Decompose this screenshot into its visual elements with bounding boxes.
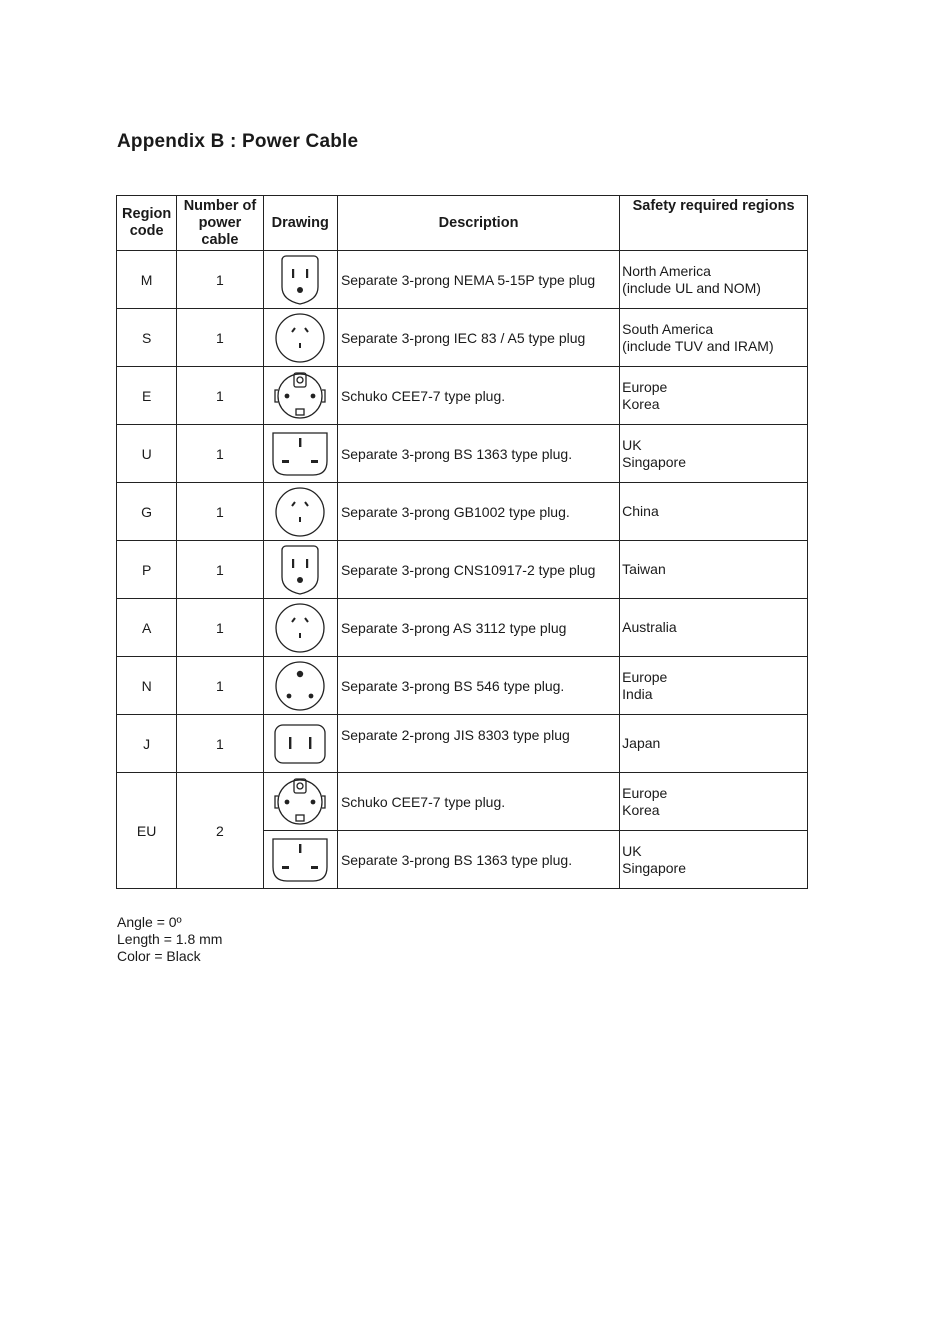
cns10917-plug-icon	[264, 543, 337, 597]
table-row	[117, 715, 808, 773]
safety-region: South America	[622, 320, 714, 337]
region-code: A	[117, 599, 177, 657]
plug-description: Separate 2-prong JIS 8303 type plug	[337, 715, 619, 773]
drawing-cell	[263, 831, 337, 889]
region-code: J	[117, 715, 177, 773]
drawing-cell	[263, 599, 337, 657]
region-code: M	[117, 251, 177, 309]
safety-regions-cell	[620, 657, 808, 715]
safety-region: Korea	[622, 801, 660, 818]
region-code: N	[117, 657, 177, 715]
bs-1363-plug-icon	[264, 429, 337, 479]
header-drawing: Drawing	[263, 196, 337, 251]
safety-region: UK	[622, 436, 642, 453]
cable-count: 1	[177, 483, 263, 541]
as-3112-plug-icon	[264, 601, 337, 655]
plug-description: Separate 3-prong AS 3112 type plug	[337, 599, 619, 657]
drawing-cell	[263, 425, 337, 483]
table-row	[117, 425, 808, 483]
region-code: EU	[117, 773, 177, 889]
nema-5-15p-plug-icon	[264, 253, 337, 307]
header-description: Description	[337, 196, 619, 251]
safety-region: Korea	[622, 395, 660, 412]
length-note: Length = 1.8 mm	[117, 931, 223, 947]
safety-regions-cell	[620, 367, 808, 425]
page-title: Appendix B : Power Cable	[117, 131, 359, 152]
drawing-cell	[263, 251, 337, 309]
header-safety-regions: Safety required regions	[620, 196, 808, 251]
safety-region: Japan	[622, 735, 661, 751]
table-row	[117, 483, 808, 541]
region-code: P	[117, 541, 177, 599]
region-code: S	[117, 309, 177, 367]
drawing-cell	[263, 715, 337, 773]
cable-count: 1	[177, 541, 263, 599]
cable-count: 1	[177, 251, 263, 309]
drawing-cell	[263, 309, 337, 367]
safety-regions-cell	[620, 831, 808, 889]
table-row	[117, 599, 808, 657]
table-row	[117, 309, 808, 367]
cable-count: 1	[177, 367, 263, 425]
schuko-plug-icon	[264, 774, 337, 830]
safety-region: Singapore	[622, 859, 686, 876]
bs-546-plug-icon	[264, 659, 337, 713]
plug-description: Separate 3-prong NEMA 5-15P type plug	[337, 251, 619, 309]
table-header-row	[117, 196, 808, 251]
gb1002-plug-icon	[264, 485, 337, 539]
safety-region: Australia	[622, 619, 677, 635]
plug-description: Schuko CEE7-7 type plug.	[337, 367, 619, 425]
region-code: U	[117, 425, 177, 483]
header-region-line: code	[129, 223, 164, 239]
safety-region: Europe	[622, 668, 668, 685]
safety-regions-cell	[620, 425, 808, 483]
header-region-line: Region	[122, 206, 172, 222]
safety-regions-cell	[620, 251, 808, 309]
header-number-line: cable	[201, 231, 239, 248]
safety-region: India	[622, 685, 653, 702]
cable-count: 1	[177, 715, 263, 773]
cable-count: 1	[177, 309, 263, 367]
table-body	[117, 251, 808, 889]
drawing-cell	[263, 657, 337, 715]
plug-description: Separate 3-prong CNS10917-2 type plug	[337, 541, 619, 599]
cable-count: 2	[177, 773, 263, 889]
plug-description: Separate 3-prong IEC 83 / A5 type plug	[337, 309, 619, 367]
drawing-cell	[263, 773, 337, 831]
color-note: Color = Black	[117, 948, 201, 964]
schuko-plug-icon	[264, 368, 337, 424]
drawing-cell	[263, 367, 337, 425]
table-row	[117, 773, 808, 831]
header-number-line: power	[198, 214, 242, 231]
header-number-line: Number of	[183, 197, 257, 214]
safety-region: Taiwan	[622, 561, 666, 577]
region-code: E	[117, 367, 177, 425]
safety-region: China	[622, 503, 659, 519]
safety-regions-cell	[620, 541, 808, 599]
safety-region: Singapore	[622, 453, 686, 470]
safety-region: Europe	[622, 378, 668, 395]
safety-region: North America	[622, 262, 711, 279]
plug-description: Separate 3-prong BS 1363 type plug.	[337, 831, 619, 889]
table-row	[117, 657, 808, 715]
table-row	[117, 367, 808, 425]
plug-description: Separate 3-prong BS 546 type plug.	[337, 657, 619, 715]
plug-description: Separate 3-prong GB1002 type plug.	[337, 483, 619, 541]
safety-regions-cell	[620, 309, 808, 367]
safety-region: (include UL and NOM)	[622, 279, 761, 296]
safety-regions-cell	[620, 599, 808, 657]
iec-83-a5-plug-icon	[264, 311, 337, 365]
plug-description: Schuko CEE7-7 type plug.	[337, 773, 619, 831]
safety-regions-cell	[620, 715, 808, 773]
drawing-cell	[263, 483, 337, 541]
cable-count: 1	[177, 425, 263, 483]
safety-region: Europe	[622, 784, 668, 801]
safety-region: UK	[622, 842, 642, 859]
plug-description: Separate 3-prong BS 1363 type plug.	[337, 425, 619, 483]
table-row	[117, 251, 808, 309]
power-cable-table	[116, 195, 808, 889]
drawing-cell	[263, 541, 337, 599]
cable-notes	[117, 914, 222, 965]
angle-note: Angle = 0º	[117, 914, 182, 930]
header-region-code	[117, 196, 177, 251]
table-row	[117, 541, 808, 599]
safety-region: (include TUV and IRAM)	[622, 337, 774, 354]
cable-count: 1	[177, 599, 263, 657]
cable-count: 1	[177, 657, 263, 715]
region-code: G	[117, 483, 177, 541]
bs-1363-plug-icon	[264, 835, 337, 885]
jis-8303-plug-icon	[264, 721, 337, 767]
safety-regions-cell	[620, 483, 808, 541]
header-number-of-cables	[177, 196, 263, 251]
safety-regions-cell	[620, 773, 808, 831]
